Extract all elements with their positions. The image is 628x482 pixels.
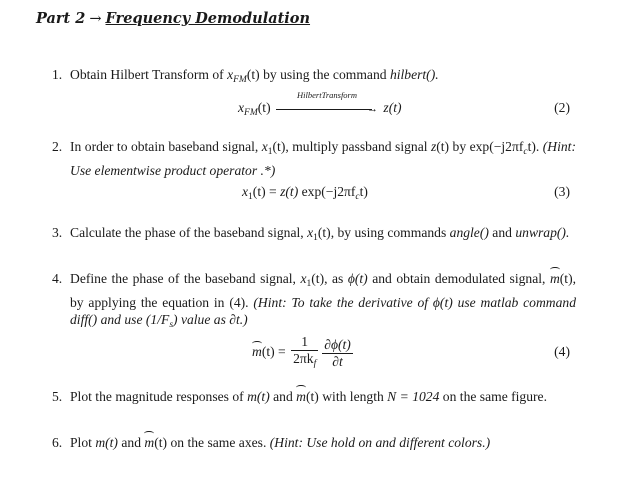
command-name: hilbert(). <box>389 67 439 82</box>
arrow-line <box>276 109 372 110</box>
math-symbol: x <box>227 67 234 82</box>
list-item-4 <box>52 270 576 335</box>
hint-text: (Hint: To take the derivative of ϕ(t) use matlab command <box>253 294 576 310</box>
math-symbol: x <box>307 225 314 240</box>
command-name: diff() <box>70 312 98 327</box>
math-rhs: exp(−j2πf <box>298 184 356 199</box>
heading-part: Part 2 <box>36 10 86 27</box>
list-item-3 <box>52 224 576 248</box>
math-symbol: x <box>300 271 307 286</box>
fraction-denominator: ∂t <box>332 353 343 369</box>
item-text: and obtain demodulated signal, <box>367 271 550 286</box>
equation-4 <box>52 334 576 372</box>
math-rhs: z(t) <box>383 100 402 115</box>
hint-text: ) value as ∂t.) <box>173 312 248 327</box>
item-number: 1. <box>52 67 63 82</box>
math-symbol: z <box>430 139 437 154</box>
math-subscript: f <box>313 359 317 369</box>
math-subscript: 1 <box>313 233 318 243</box>
math-rhs: t) <box>359 184 368 199</box>
math-symbol: x <box>238 100 245 115</box>
math-m-hat: m <box>296 389 306 404</box>
list-item-2 <box>52 138 576 179</box>
item-text: (t), multiply passband signal <box>272 139 431 154</box>
fraction-numerator: 1 <box>291 334 318 351</box>
section-heading <box>36 10 310 27</box>
hint-text: (Hint: Use hold on and different colors.) <box>269 435 491 450</box>
math-subscript: FM <box>244 108 258 118</box>
math-subscript: 1 <box>306 279 312 289</box>
item-text: Calculate the phase of the baseband signal, <box>70 225 308 240</box>
item-text: (t) with length <box>306 389 388 404</box>
list-item-1 <box>52 66 576 90</box>
item-text: t). <box>527 139 543 154</box>
item-text: In order to obtain baseband signal, <box>70 139 262 154</box>
math-subscript: 1 <box>267 147 273 157</box>
fraction-1 <box>291 334 318 372</box>
math-m-hat: m <box>549 271 560 286</box>
item-text: (t), as <box>311 271 348 286</box>
item-number: 5. <box>52 389 63 404</box>
arrow-label: HilbertTransform <box>297 89 358 100</box>
math-m-hat: m <box>252 344 262 360</box>
item-text: Define the phase of the baseband signal, <box>70 271 301 286</box>
math-expression: N = 1024 <box>387 389 440 404</box>
equation-3 <box>52 184 576 204</box>
item-text: Obtain Hilbert Transform of <box>70 67 228 82</box>
item-text: (t) on the same axes. <box>154 435 270 450</box>
hint-text: (Hint: Use elementwise product operator .*) <box>70 139 576 178</box>
math-signal: m(t) <box>95 435 118 450</box>
item-number: 4. <box>52 271 63 286</box>
math-phi: ϕ(t) <box>347 271 368 286</box>
equation-2 <box>52 89 576 120</box>
item-number: 3. <box>52 225 63 240</box>
hilbert-arrow <box>276 89 379 116</box>
item-number: 6. <box>52 435 63 450</box>
math-subscript: FM <box>233 75 247 85</box>
item-text: and <box>488 225 516 240</box>
item-text: and <box>117 435 145 450</box>
math-arg: (t) = <box>261 344 290 360</box>
item-text: Plot <box>70 435 96 450</box>
item-text: (t), by applying the equation in (4). <box>70 271 576 310</box>
arrow-head-icon: → <box>367 102 379 115</box>
item-number: 2. <box>52 139 63 154</box>
item-text: (t) by exp(−j2πf <box>436 139 524 154</box>
item-text: and <box>269 389 297 404</box>
heading-topic: Frequency Demodulation <box>105 10 311 27</box>
item-text: (t), by using commands <box>317 225 450 240</box>
math-subscript: 1 <box>248 192 253 202</box>
item-text: Plot the magnitude responses of <box>70 389 248 404</box>
math-arg: (t) <box>257 100 271 115</box>
equation-number: (2) <box>554 100 570 115</box>
math-symbol: x <box>242 184 249 199</box>
equation-number: (4) <box>554 344 570 359</box>
command-name: unwrap(). <box>515 225 570 240</box>
math-symbol: x <box>261 139 268 154</box>
math-subscript: c <box>355 192 360 202</box>
fraction-2 <box>322 337 353 370</box>
equation-number: (3) <box>554 184 570 199</box>
list-item-5 <box>52 388 576 406</box>
fraction-numerator: ∂ϕ(t) <box>324 336 351 352</box>
command-name: angle() <box>449 225 489 240</box>
math-rhs: z(t) <box>280 184 299 199</box>
math-arg: (t) = <box>252 184 281 199</box>
item-text: (t) by using the command <box>246 67 390 82</box>
math-subscript: s <box>169 320 174 330</box>
math-signal: m(t) <box>247 389 270 404</box>
item-text: on the same figure. <box>439 389 547 404</box>
heading-arrow: → <box>89 11 102 27</box>
math-subscript: c <box>523 147 528 157</box>
math-m-hat: m <box>144 435 155 450</box>
list-item-6 <box>52 434 576 452</box>
hint-text: and use (1/F <box>97 312 170 327</box>
fraction-denominator: 2πk <box>293 351 314 366</box>
